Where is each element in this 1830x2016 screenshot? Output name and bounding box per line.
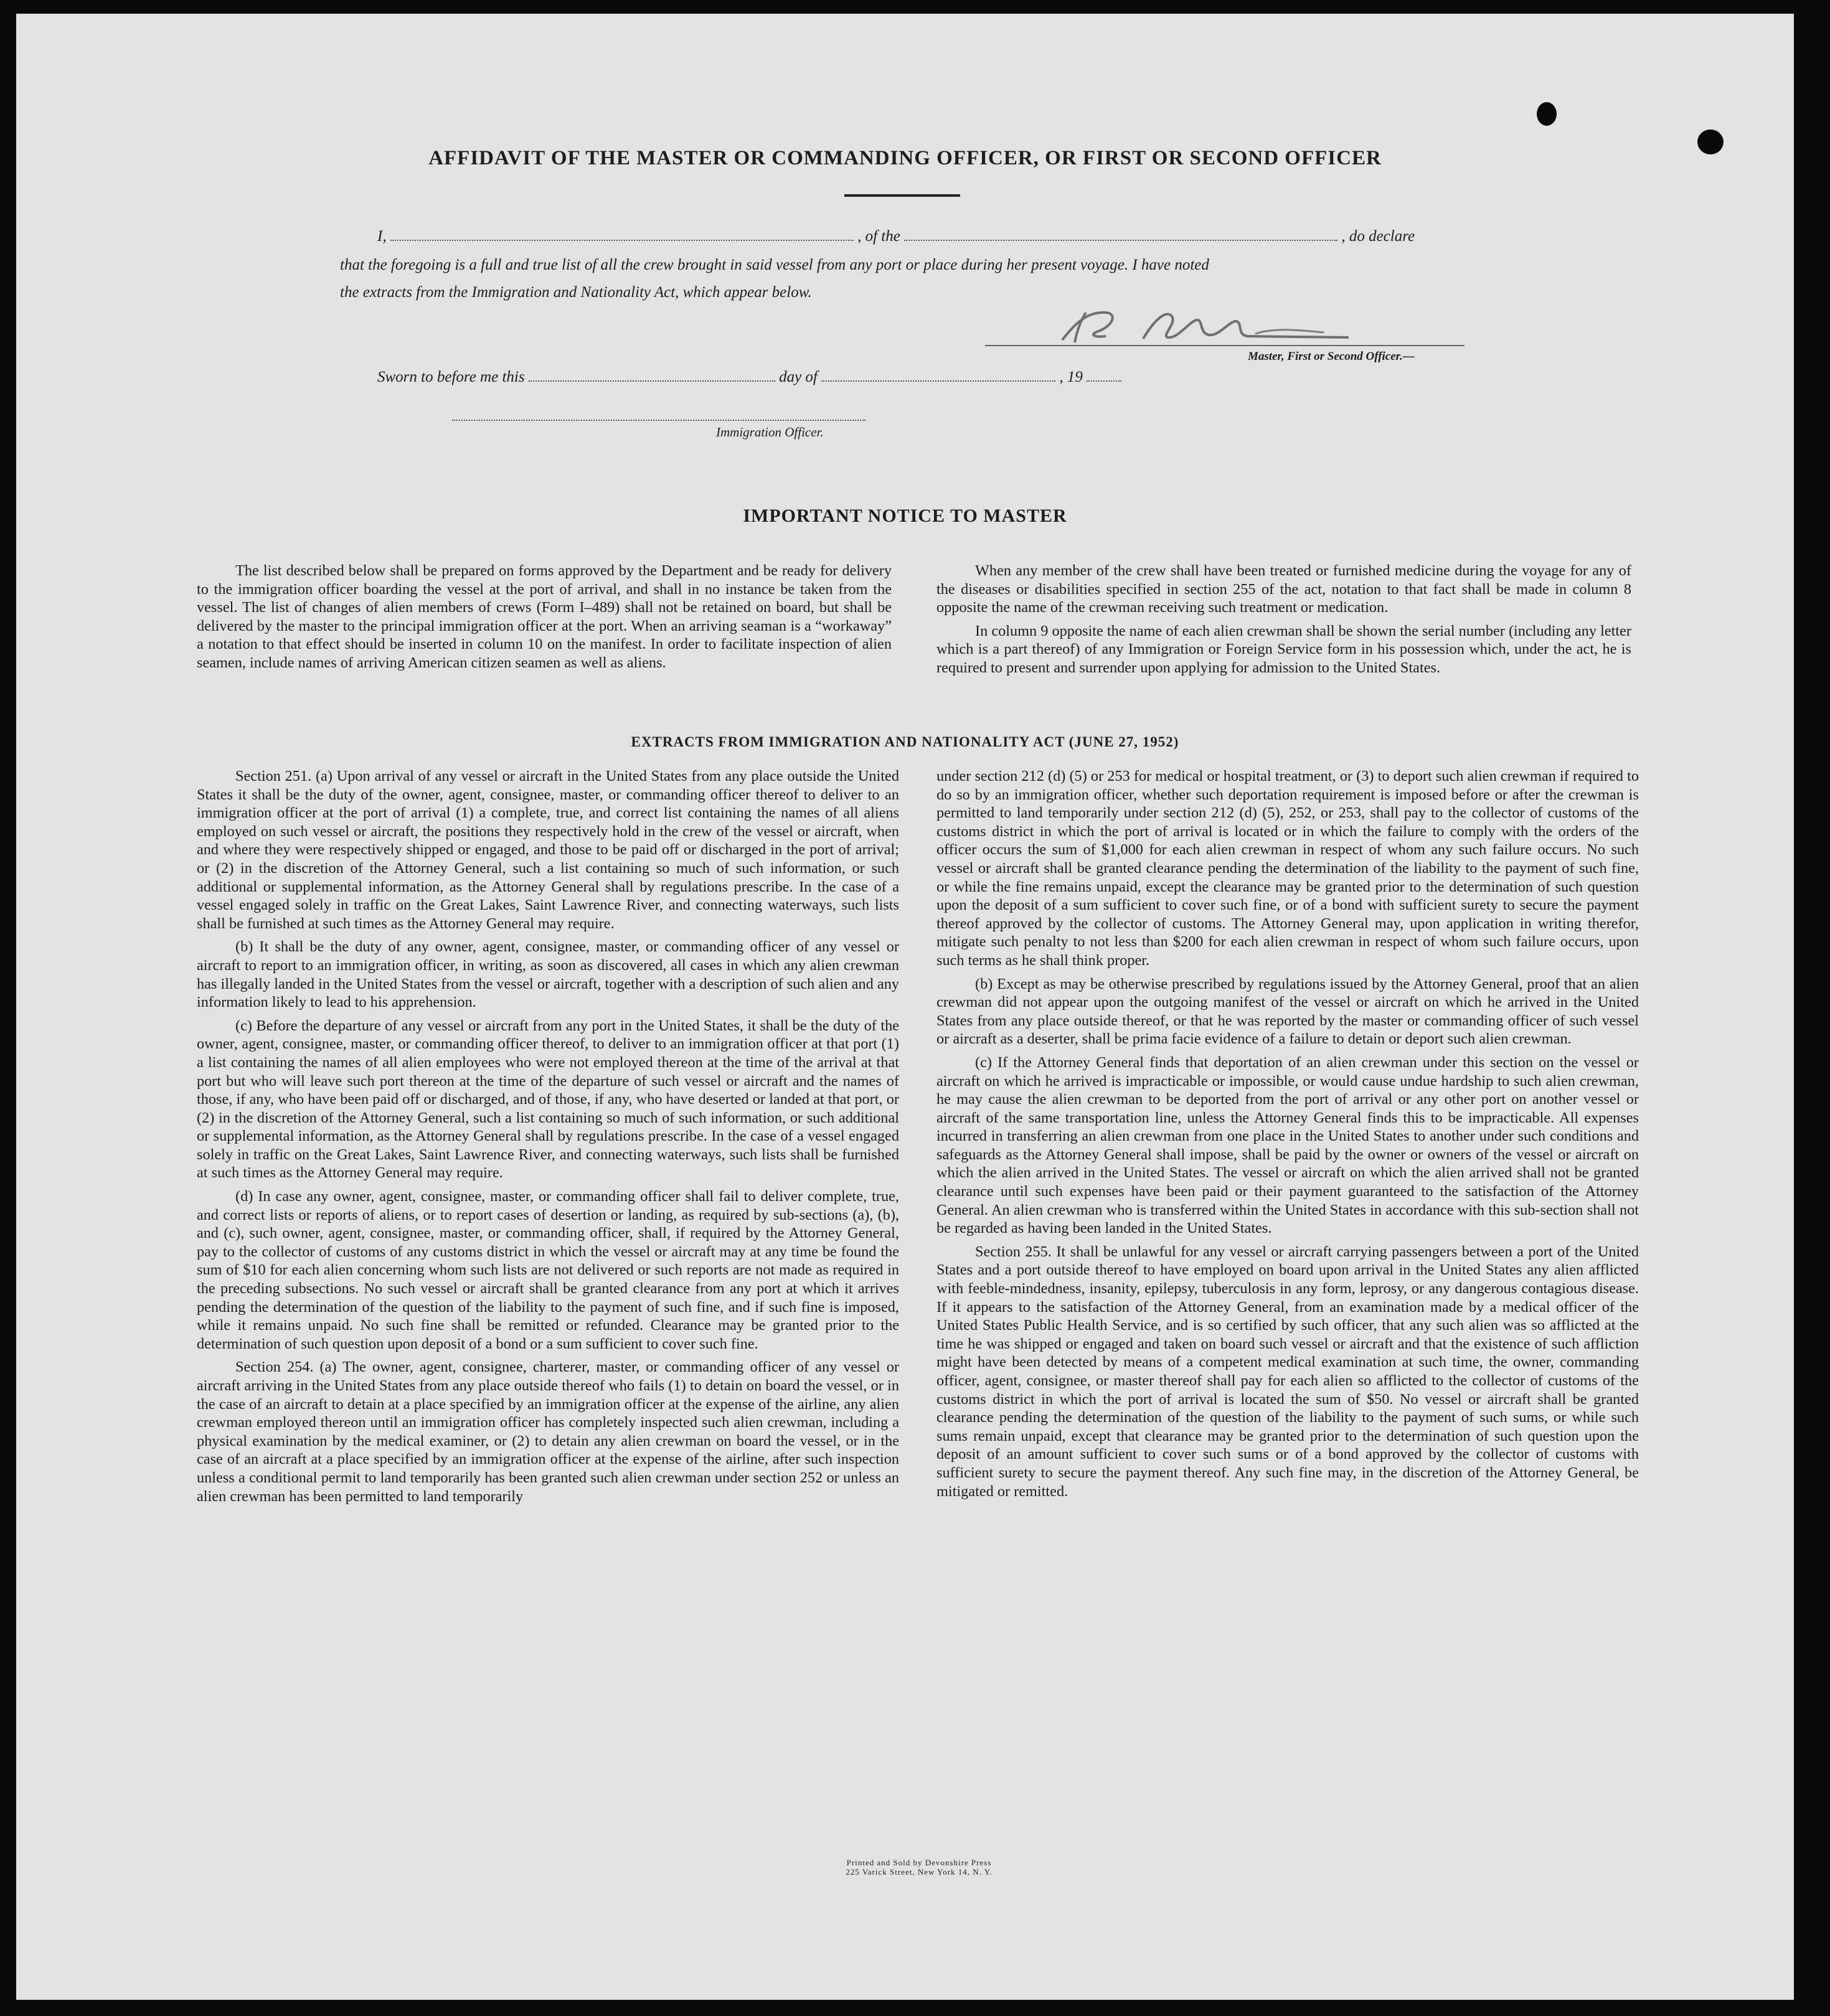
section-251-a: Section 251. (a) Upon arrival of any vessel or aircraft in the United States from any place outside the United States it shall be the duty of the owner, agent, consignee, master, or commanding officer thereof to deliver to an immigration officer at the port of arrival (1) a complete, true, and correct list containing the names of all aliens employed on such vessel or aircraft, the positions they respectively hold in the crew of the vessel or aircraft, when and where they were respectively shipped or engaged, and those to be paid off or discharged in the port of arrival; or (2) in the discretion of the Attorney General, such a list containing so much of such information, or such additional or supplemental information, as the Attorney General shall by regulations prescribe. In the case of a vessel engaged solely in traffic on the Great Lakes, Saint Lawrence River, and connecting waterways, such lists shall be furnished at such times as the Attorney General may require.	[197, 768, 899, 932]
immigration-officer-caption: Immigration Officer.	[716, 425, 824, 440]
section-251-c: (c) Before the departure of any vessel or aircraft from any port in the United States, it shall be the duty of the owner, agent, consignee, master, or commanding officer thereof, to deliver to an immigration officer at that port (1) a list containing the names of all alien employees who were not employed thereon at the time of the arrival at that port but who will leave such port thereon at the time of the departure of such vessel or aircraft and the names of those, if any, who have been paid off or discharged, and of those, if any, who have deserted or landed at that port, or (2) in the discretion of the Attorney General, such a list containing so much of such information, or such additional or supplemental information, as the Attorney General shall by regulations prescribe. In the case of a vessel engaged solely in traffic on the Great Lakes, Saint Lawrence River, and connecting waterways, such lists shall be furnished at such times as the Attorney General may require.	[197, 1017, 899, 1182]
of-the-label: , of the	[857, 228, 900, 245]
name-field[interactable]	[390, 239, 854, 241]
signature-line	[985, 345, 1464, 346]
sworn-label: Sworn to before me this	[377, 369, 525, 385]
printer-address: 225 Varick Street, New York 14, N. Y.	[846, 1867, 993, 1877]
extracts-title: EXTRACTS FROM IMMIGRATION AND NATIONALITY ACT (JUNE 27, 1952)	[631, 734, 1179, 750]
section-251-d: (d) In case any owner, agent, consignee, master, or commanding officer shall fail to deliver complete, true, and correct lists or reports of aliens, or to report cases of desertion or landing, as required by sub-sections (a), (b), and (c), such owner, agent, consignee, master, or commanding officer, shall, if required by the Attorney General, pay to the collector of customs of any customs district in which the vessel or aircraft may at any time be found the sum of $10 for each alien concerning whom such lists are not delivered or such reports are not made as required in the preceding subsections. No such vessel or aircraft shall be granted clearance from any port at which it arrives pending the determination of the question of the liability to the payment of such fine, and if such fine is imposed, while it remains unpaid. No such fine shall be remitted or refunded. Clearance may be granted prior to the determination of such question upon deposit of a bond or a sum sufficient to cover such fine.	[197, 1188, 899, 1352]
printer-imprint	[763, 1858, 1075, 1877]
section-255: Section 255. It shall be unlawful for any vessel or aircraft carrying passengers between a port of the United States and a port outside thereof to have employed on board upon arrival in the United States any alien afflicted with feeble-mindedness, insanity, epilepsy, tuberculosis in any form, leprosy, or any dangerous contagious disease. If it appears to the satisfaction of the Attorney General, from an examination made by a medical officer of the United States Public Health Service, and is so certified by such officer, that any such alien was so afflicted at the time he was shipped or engaged and taken on board such vessel or aircraft and that the existence of such affliction might have been detected by means of a competent medical examination at such time, the owner, commanding officer, agent, consignee, or master thereof shall pay for each alien so afflicted to the collector of customs of the customs district in which the port of arrival is located the sum of $50. No vessel or aircraft shall be granted clearance pending the determination of the question of the liability to the payment of such sums, or while such sums remain unpaid, except that clearance may be granted prior to the determination of such question upon the deposit of an amount sufficient to cover such sums or of a bond approved by the collector of customs with sufficient surety to secure the payment thereof. Any such fine may, in the discretion of the Attorney General, be mitigated or remitted.	[936, 1243, 1639, 1500]
notice-title: IMPORTANT NOTICE TO MASTER	[743, 506, 1067, 526]
printer-name: Printed and Sold by Devonshire Press	[846, 1858, 992, 1867]
sworn-year-field[interactable]	[1087, 380, 1121, 382]
sworn-line	[377, 369, 1121, 386]
extracts-right-column	[936, 767, 1639, 1505]
declaration-line-2: that the foregoing is a full and true list of all the crew brought in said vessel from any port or place during her present voyage. I have noted	[340, 257, 1209, 273]
document-page	[16, 14, 1794, 2000]
notice-right-paragraph-2: In column 9 opposite the name of each alien crewman shall be shown the serial number (including any letter which is a part thereof) of any Immigration or Foreign Service form in his possession which, under the act, he is required to present and surrender upon applying for admission to the United States.	[936, 622, 1631, 676]
immigration-officer-line[interactable]	[452, 420, 865, 421]
master-signature	[1050, 299, 1398, 355]
title-rule	[844, 194, 960, 197]
master-caption: Master, First or Second Officer.—	[1248, 350, 1415, 363]
do-declare-label: , do declare	[1341, 228, 1415, 245]
section-254-a: Section 254. (a) The owner, agent, consignee, charterer, master, or commanding officer of any vessel or aircraft arriving in the United States from any place outside thereof who fails (1) to detain on board the vessel, or in the case of an aircraft to detain at a place specified by an immigration officer at the expense of the airline, any alien crewman employed thereon until an immigration officer has completely inspected such alien crewman, including a physical examination by the medical examiner, or (2) to detain any alien crewman on board the vessel, or in the case of an aircraft at a place specified by an immigration officer at the expense of the airline, after such inspection unless a conditional permit to land temporarily has been granted such alien crewman under section 252 or unless an alien crewman has been permitted to land temporarily	[197, 1359, 899, 1505]
notice-right-column	[936, 562, 1631, 682]
declaration-line-3: the extracts from the Immigration and Nationality Act, which appear below.	[340, 284, 812, 301]
extracts-left-column	[197, 767, 899, 1510]
section-254-a-continued: under section 212 (d) (5) or 253 for medical or hospital treatment, or (3) to deport such alien crewman if required to do so by an immigration officer, whether such deportation requirement is imposed before or after the crewman is permitted to land temporarily under section 212 (d) (5), 252, or 253, shall pay to the collector of customs of the customs district in which the port of arrival is located or in which the failure to comply with the orders of the officer occurs the sum of $1,000 for each alien crewman in respect of whom any such failure occurs. No such vessel or aircraft shall be granted clearance pending the determination of the liability to the payment of such fine, or while the fine remains unpaid, except the clearance may be granted prior to the determination of such question upon the deposit of a sum sufficient to cover such fine, or of a bond with sufficient surety to secure the payment thereof approved by the collector of customs. The Attorney General may, upon application in writing therefor, mitigate such penalty to not less than $200 for each alien crewman in respect of whom such failure occurs, upon such terms as he shall think proper.	[936, 768, 1639, 969]
i-label: I,	[377, 228, 387, 245]
affidavit-title: AFFIDAVIT OF THE MASTER OR COMMANDING OFFICER, OR FIRST OR SECOND OFFICER	[428, 147, 1382, 169]
vessel-field[interactable]	[904, 239, 1337, 241]
declaration-line-1	[377, 228, 1482, 245]
day-of-label: day of	[779, 369, 818, 385]
notice-right-paragraph-1: When any member of the crew shall have been treated or furnished medicine during the voyage for any of the diseases or disabilities specified in section 255 of the act, notation to that fact shall be made in column 8 opposite the name of the crewman receiving such treatment or medication.	[936, 562, 1631, 616]
sworn-month-field[interactable]	[821, 380, 1055, 382]
section-254-c: (c) If the Attorney General finds that deportation of an alien crewman under this section on the vessel or aircraft on which he arrived is impracticable or impossible, or would cause undue hardship to such alien crewman, he may cause the alien crewman to be deported from the port of arrival or any other port on another vessel or aircraft of the same transportation line, unless the Attorney General finds this to be impracticable. All expenses incurred in transferring an alien crewman from one place in the United States to another under such conditions and safeguards as the Attorney General shall impose, shall be paid by the owner or owners of the vessel or aircraft on which the alien arrived in the United States. The vessel or aircraft on which the alien arrived shall not be granted clearance until such expenses have been paid or their payment guaranteed to the satisfaction of the Attorney General. An alien crewman who is transferred within the United States in accordance with this sub-section shall not be regarded as having been landed in the United States.	[936, 1053, 1639, 1237]
sworn-day-field[interactable]	[529, 380, 775, 382]
notice-left-column	[197, 562, 892, 677]
notice-left-paragraph: The list described below shall be prepared on forms approved by the Department and be ready for delivery to the immigration officer boarding the vessel at the port of arrival, and shall in no instance be taken from the vessel. The list of changes of alien members of crews (Form I–489) shall not be retained on board, but shall be delivered by the master to the principal immigration officer at the port. When an arriving seaman is a “workaway” a notation to that effect should be inserted in column 10 on the manifest. In order to facilitate inspection of alien seamen, include names of arriving American citizen seamen as well as aliens.	[197, 562, 892, 671]
punch-hole-left	[1537, 102, 1557, 126]
year-label: , 19	[1059, 369, 1083, 385]
section-251-b: (b) It shall be the duty of any owner, agent, consignee, master, or commanding officer of any vessel or aircraft to report to an immigration officer, in writing, as soon as discovered, all cases in which any alien crewman has illegally landed in the United States from the vessel or aircraft, together with a description of such alien and any information likely to lead to his apprehension.	[197, 938, 899, 1011]
section-254-b: (b) Except as may be otherwise prescribed by regulations issued by the Attorney General, proof that an alien crewman did not appear upon the outgoing manifest of the vessel or aircraft on which he arrived in the United States from any place outside thereof, or that he was reported by the master or commanding officer of such vessel or aircraft as a deserter, shall be prima facie evidence of a failure to detain or deport such alien crewman.	[936, 975, 1639, 1048]
